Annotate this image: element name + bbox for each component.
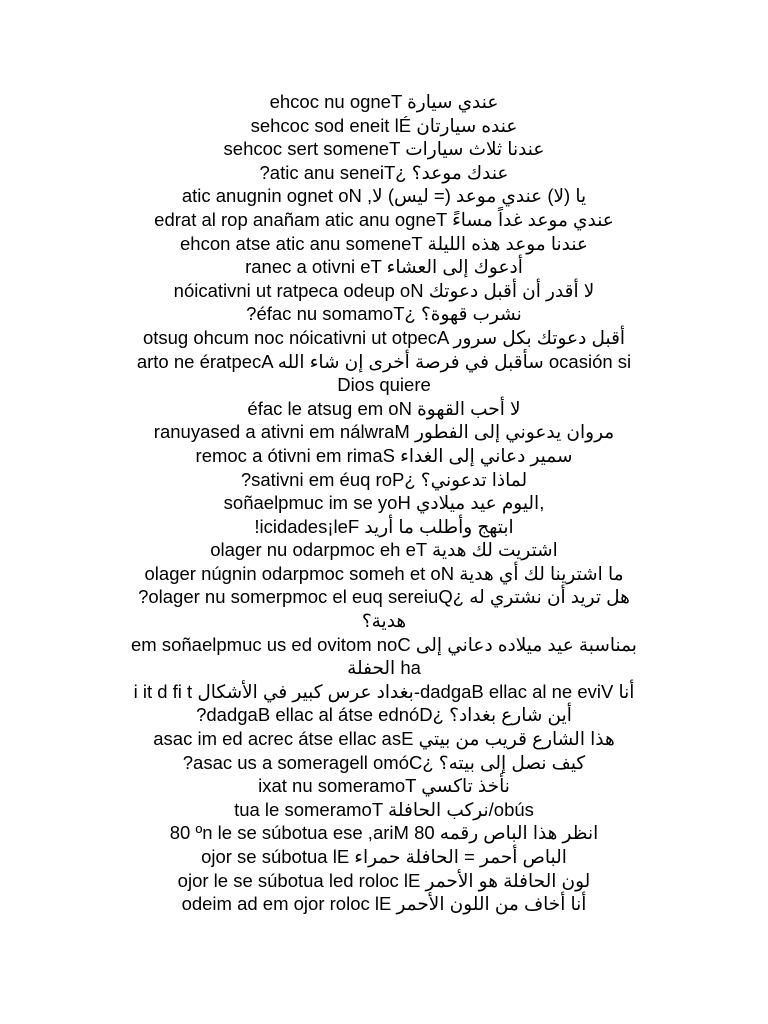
- text-line: ?éfac nu somamoT¿ نشرب قهوة؟: [246, 303, 522, 325]
- text-lines: [124, 90, 644, 916]
- text-line: ?atic anu seneiT¿ عندك موعد؟: [259, 161, 509, 183]
- text-line: soñaelpmuc im se yoH اليوم عيد ميلادي,: [223, 492, 545, 514]
- text-line: remoc a ótivni em rimaS سمير دعاني إلى الغداء: [195, 444, 573, 466]
- text-line: sehcoc sod eneit lÉ عنده سيارتان: [250, 114, 518, 136]
- text-line: otsug ohcum noc nóicativni ut otpecA أقبل دعوتك بكل سرور: [142, 326, 626, 348]
- text-line: nóicativni ut ratpeca odeup oN لا أقدر أن أقبل دعوتك: [173, 279, 595, 301]
- text-line: 80 ºn le se súbotua ese ,ariM انظر هذا الباص رقمه 80: [169, 822, 599, 844]
- text-line: sehcoc sert someneT عندنا ثلاث سيارات: [223, 138, 545, 160]
- text-line: ojor se súbotua lE الباص أحمر = الحافلة حمراء: [201, 846, 567, 867]
- text-line: ehcon atse atic anu someneT عندنا موعد هذه الليلة: [180, 232, 588, 254]
- text-line: éfac le atsug em oN لا أحب القهوة: [247, 397, 521, 419]
- text-line: olager núgnin odarpmoc someh et oN ما اشترينا لك أي هدية: [144, 562, 624, 584]
- text-line: edrat al rop anañam atic anu ogneT عندي موعد غداً مساءً: [154, 208, 614, 230]
- text-line: odeim ad em ojor roloc lE أنا أخاف من اللون الأحمر: [181, 893, 587, 915]
- text-line: ixat nu someramoT نأخذ تاكسي: [258, 775, 510, 797]
- text-line: ?dadgaB ellac al átse ednóD¿ أين شارع بغداد؟: [196, 704, 572, 726]
- text-line: i it d fi t بغداد عرس كبير في الأشكال-dadgaB ellac al ne eviV أنا: [133, 680, 635, 702]
- text-line: يا (لا) عندي موعد (= ليس) لا, atic anugnin ognet oN: [181, 185, 587, 207]
- text-line: ?sativni em éuq roP¿ لماذا تدعوني؟: [240, 468, 528, 490]
- text-line: ?asac us a someragell omóC¿ كيف نصل إلى بيته؟: [182, 751, 586, 773]
- text-line: arto ne ératpecA سأقبل في فرصة أخرى إن شاء الله ocasión si Dios quiere: [136, 350, 632, 396]
- text-line: ranec a otivni eT أدعوك إلى العشاء: [245, 256, 523, 278]
- text-line: ehcoc nu ogneT عندي سيارة: [269, 91, 499, 112]
- text-line: tua le someramoT نركب الحافلة/obús: [234, 798, 534, 820]
- text-line: ranuyased a ativni em nálwraM مروان يدعوني إلى الفطور: [153, 421, 615, 443]
- text-line: olager nu odarpmoc eh eT اشتريت لك هدية: [210, 539, 558, 561]
- text-line: asac im ed acrec átse ellac asE هذا الشارع قريب من بيتي: [153, 728, 615, 750]
- text-line: ojor le se súbotua led roloc lE لون الحافلة هو الأحمر: [177, 869, 591, 891]
- text-line: ?olager nu somerpmoc el euq sereiuQ¿ هل تريد أن نشتري له هدية؟: [138, 586, 630, 632]
- text-line: !icidades¡leF ابتهج وأطلب ما أريد: [254, 515, 514, 537]
- text-line: em soñaelpmuc us ed ovitom noC بمناسبة عيد ميلاده دعاني إلى الحفلة ha: [131, 633, 637, 679]
